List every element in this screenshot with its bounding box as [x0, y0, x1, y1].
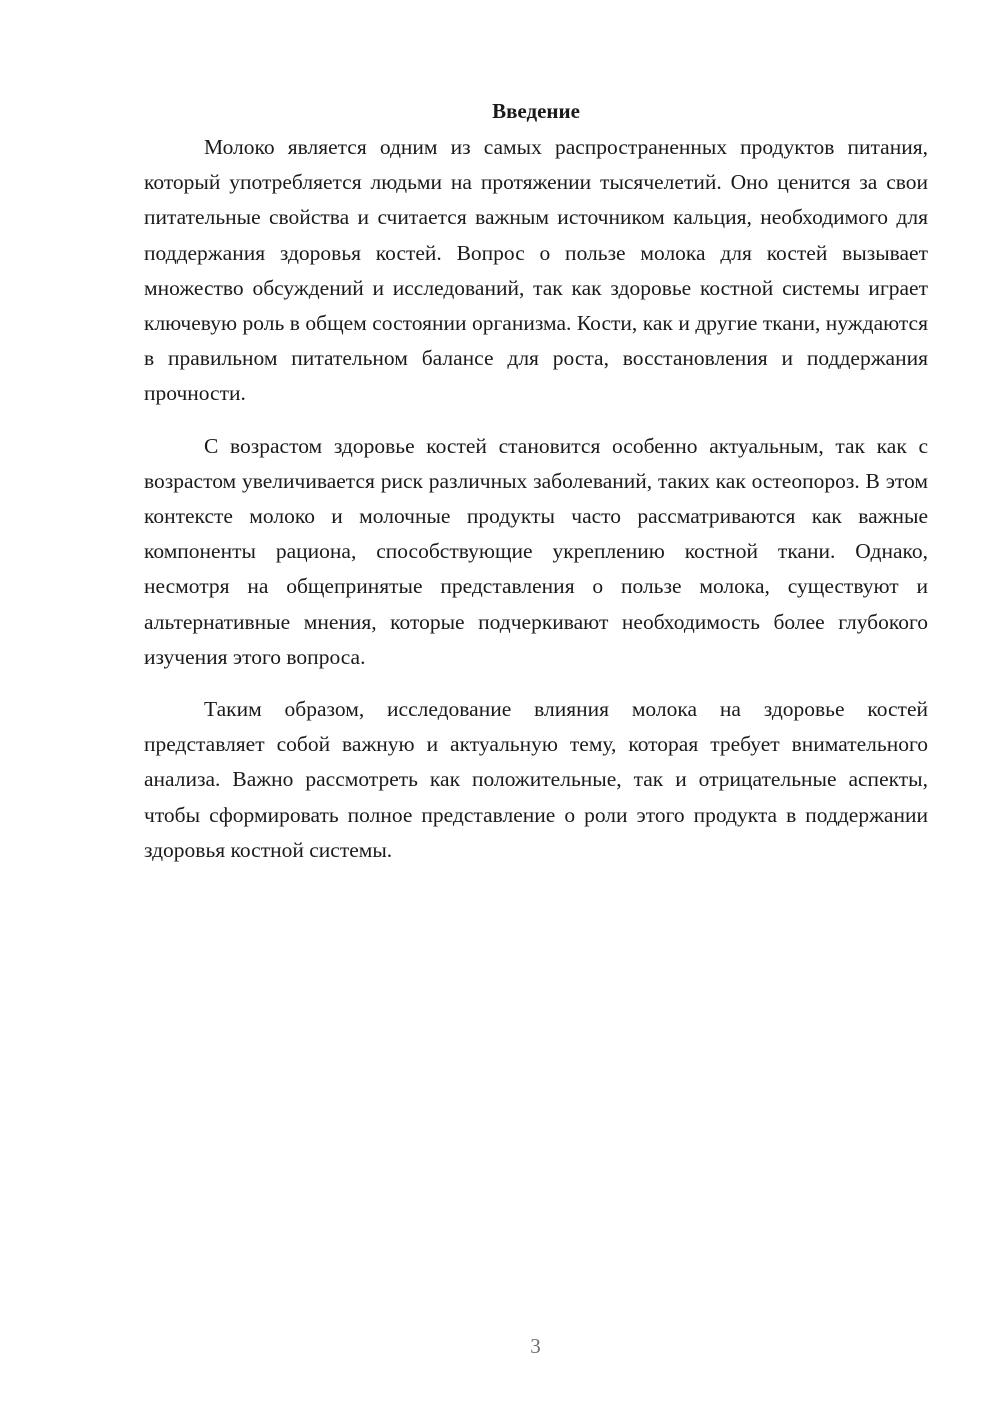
paragraph-age: С возрастом здоровье костей становится особенно актуальным, так как с возрастом увеличивается риск различных заболеваний, таких как остеопороз. В этом контексте молоко и молочные продукты часто рассматриваются как важные компоненты рациона, способствующие укреплению костной ткани. Однако, несмотря на общепринятые представления о пользе молока, существуют и альтернативные мнения, которые подчеркивают необходимость более глубокого изучения этого вопроса. — [144, 433, 928, 669]
page-number: 3 — [530, 1334, 541, 1358]
page-content — [144, 96, 928, 868]
section-title: Введение — [492, 99, 580, 123]
paragraph-conclusion: Таким образом, исследование влияния молока на здоровье костей представляет собой важную и актуальную тему, которая требует внимательного анализа. Важно рассмотреть как положительные, так и отрицательные аспекты, чтобы сформировать полное представление о роли этого продукта в поддержании здоровья костной системы. — [144, 697, 928, 862]
paragraph-intro: Молоко является одним из самых распространенных продуктов питания, который употребляется людьми на протяжении тысячелетий. Оно ценится за свои питательные свойства и считается важным источником кальция, необходимого для поддержания здоровья костей. Вопрос о пользе молока для костей вызывает множество обсуждений и исследований, так как здоровье костной системы играет ключевую роль в общем состоянии организма. Кости, как и другие ткани, нуждаются в правильном питательном балансе для роста, восстановления и поддержания прочности. — [144, 135, 928, 406]
